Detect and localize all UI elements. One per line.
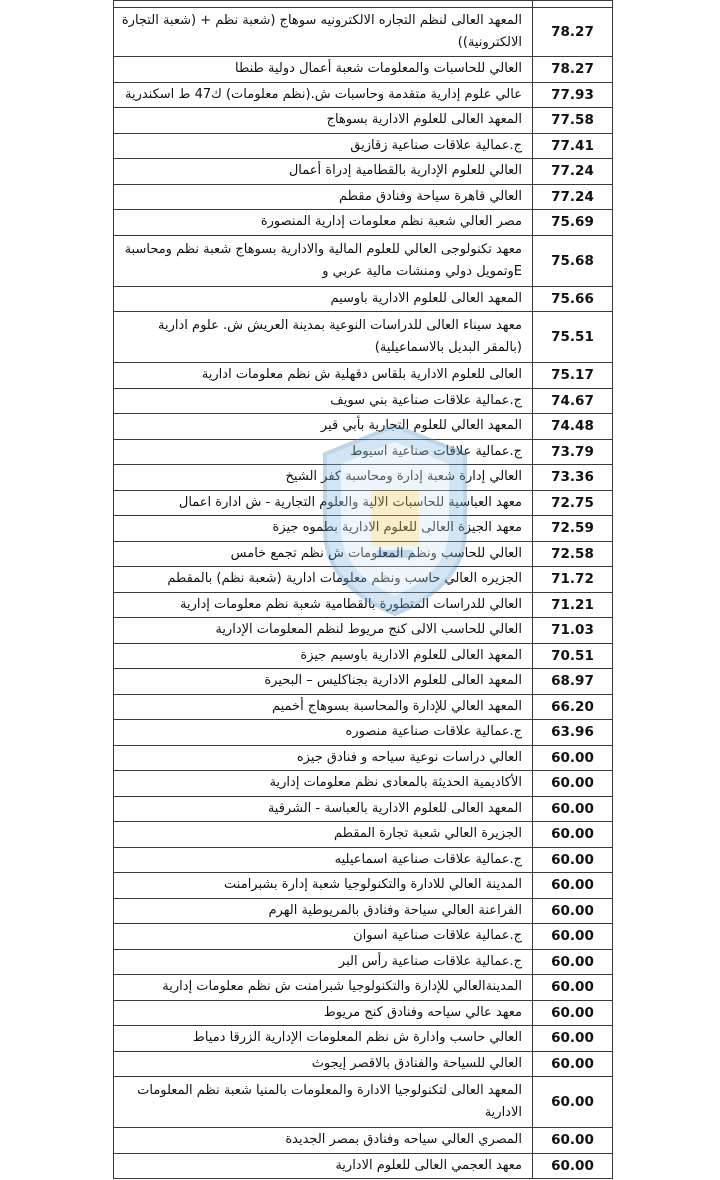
table-row	[114, 363, 613, 389]
table-row	[114, 694, 613, 720]
score-value: 60.00	[533, 975, 613, 1001]
table-row	[114, 1153, 613, 1179]
table-row	[114, 312, 613, 363]
score-value: 60.00	[533, 745, 613, 771]
table-row	[114, 184, 613, 210]
results-table-body	[114, 1, 613, 1179]
score-value: 73.36	[533, 465, 613, 491]
institute-name: العالي حاسب وادارة ش نظم المعلومات الإدارية الزرقا دمياط	[114, 1026, 533, 1052]
table-row	[114, 159, 613, 185]
table-row	[114, 439, 613, 465]
score-value: 68.97	[533, 669, 613, 695]
institute-name: معهد عالي سياحه وفنادق كنج مريوط	[114, 1000, 533, 1026]
institute-name: المعهد العالى للعلوم الادارية بالعباسة - الشرقية	[114, 796, 533, 822]
institute-name: العالي إدارة شعبة إدارة ومحاسبة كفر الشيخ	[114, 465, 533, 491]
institute-name: ج.عمالية علاقات صناعية اسوان	[114, 924, 533, 950]
table-row	[114, 82, 613, 108]
score-value: 60.00	[533, 924, 613, 950]
table-row	[114, 898, 613, 924]
table-row	[114, 949, 613, 975]
table-row	[114, 516, 613, 542]
score-value: 77.41	[533, 133, 613, 159]
score-value: 78.27	[533, 8, 613, 57]
score-value: 71.03	[533, 618, 613, 644]
institute-name: العالي للحاسبات والمعلومات شعبة أعمال دولية طنطا	[114, 57, 533, 83]
score-value: 60.00	[533, 1128, 613, 1154]
table-row-top-edge	[114, 1, 613, 8]
table-row	[114, 567, 613, 593]
table-row	[114, 771, 613, 797]
table-row	[114, 133, 613, 159]
score-value: 60.00	[533, 1051, 613, 1077]
table-row	[114, 490, 613, 516]
table-row	[114, 235, 613, 286]
institute-name: العالي للحاسب ونظم المعلومات ش نظم تجمع خامس	[114, 541, 533, 567]
institute-name: العالي للحاسب الالى كنج مريوط لنظم المعلومات الإدارية	[114, 618, 533, 644]
table-row	[114, 592, 613, 618]
score-value: 71.21	[533, 592, 613, 618]
table-row	[114, 414, 613, 440]
score-value: 77.24	[533, 184, 613, 210]
score-value: 60.00	[533, 847, 613, 873]
table-row	[114, 643, 613, 669]
institute-name: المدينةالعالي للإدارة والتكنولوجيا شبرامنت ش نظم معلومات إدارية	[114, 975, 533, 1001]
table-row	[114, 847, 613, 873]
institute-name: الأكاديمية الحديثة بالمعادى نظم معلومات إدارية	[114, 771, 533, 797]
score-value: 63.96	[533, 720, 613, 746]
table-row	[114, 541, 613, 567]
institute-name: ج.عمالية علاقات صناعية اسماعيليه	[114, 847, 533, 873]
score-value: 60.00	[533, 1077, 613, 1128]
institute-name: الفراعنة العالي سياحة وفنادق بالمريوطية الهرم	[114, 898, 533, 924]
institute-name: المعهد العالى للعلوم الادارية باوسيم جيزة	[114, 643, 533, 669]
institute-name: العالي للسياحة والفنادق بالاقصر إيجوث	[114, 1051, 533, 1077]
institute-name: المعهد العالى للعلوم الادارية بسوهاج	[114, 108, 533, 134]
institute-name: ج.عمالية علاقات صناعية رأس البر	[114, 949, 533, 975]
score-value: 73.79	[533, 439, 613, 465]
institute-name: ج.عمالية علاقات صناعية اسيوط	[114, 439, 533, 465]
table-row	[114, 924, 613, 950]
top-edge-score-cell	[533, 1, 613, 8]
institute-name: العالي للدراسات المتطورة بالقطامية شعبة نظم معلومات إدارية	[114, 592, 533, 618]
institute-name: العالي قاهرة سياحة وفنادق مقطم	[114, 184, 533, 210]
institute-name: معهد العجمي العالى للعلوم الادارية	[114, 1153, 533, 1179]
table-row	[114, 210, 613, 236]
institute-name: العالي للعلوم الإدارية بالقطامية إدراة أعمال	[114, 159, 533, 185]
institute-name: المدينة العالي للادارة والتكنولوجيا شعبة إدارة بشبرامنت	[114, 873, 533, 899]
institute-name: معهد الجيزة العالى للعلوم الادارية بطموه جيزة	[114, 516, 533, 542]
table-row	[114, 465, 613, 491]
score-value: 72.75	[533, 490, 613, 516]
institute-name: العالي دراسات نوعية سياحه و فنادق جيزه	[114, 745, 533, 771]
score-value: 77.58	[533, 108, 613, 134]
table-row	[114, 286, 613, 312]
table-row	[114, 873, 613, 899]
institute-name: المعهد العالى للعلوم الادارية بجناكليس – البحيرة	[114, 669, 533, 695]
score-value: 72.58	[533, 541, 613, 567]
top-edge-name-cell	[114, 1, 533, 8]
score-value: 60.00	[533, 1026, 613, 1052]
score-value: 60.00	[533, 1153, 613, 1179]
institute-name: المصري العالي سياحه وفنادق بمصر الجديدة	[114, 1128, 533, 1154]
table-row	[114, 388, 613, 414]
score-value: 75.68	[533, 235, 613, 286]
table-row	[114, 822, 613, 848]
table-row	[114, 1026, 613, 1052]
score-value: 77.24	[533, 159, 613, 185]
institute-name: ج.عمالية علاقات صناعية زقازيق	[114, 133, 533, 159]
table-row	[114, 618, 613, 644]
table-row	[114, 1128, 613, 1154]
institute-name: المعهد العالى للعلوم الادارية باوسيم	[114, 286, 533, 312]
score-value: 74.67	[533, 388, 613, 414]
table-row	[114, 669, 613, 695]
table-row	[114, 720, 613, 746]
table-row	[114, 975, 613, 1001]
institute-name: معهد سيناء العالى للدراسات النوعية بمدينة العريش ش. علوم ادارية (بالمقر البديل بالاسماعيلية)	[114, 312, 533, 363]
results-table-container	[113, 0, 607, 1179]
institute-name: المعهد العالي للعلوم التجارية بأبي قير	[114, 414, 533, 440]
score-value: 74.48	[533, 414, 613, 440]
table-row	[114, 57, 613, 83]
score-value: 60.00	[533, 822, 613, 848]
table-row	[114, 108, 613, 134]
institute-name: الجزيرة العالي شعبة تجارة المقطم	[114, 822, 533, 848]
table-row	[114, 8, 613, 57]
table-row	[114, 745, 613, 771]
institute-name: المعهد العالي للإدارة والمحاسبة بسوهاج أخميم	[114, 694, 533, 720]
score-value: 75.66	[533, 286, 613, 312]
table-row	[114, 796, 613, 822]
table-row	[114, 1077, 613, 1128]
institute-name: ج.عمالية علاقات صناعية بني سويف	[114, 388, 533, 414]
score-value: 70.51	[533, 643, 613, 669]
institute-name: المعهد العالى لتكنولوجيا الادارة والمعلومات بالمنيا شعبة نظم المعلومات الادارية	[114, 1077, 533, 1128]
score-value: 72.59	[533, 516, 613, 542]
score-value: 60.00	[533, 796, 613, 822]
institute-name: المعهد العالى لنظم التجاره الالكترونيه سوهاج (شعبة نظم + (شعبة التجارة الالكترونية))	[114, 8, 533, 57]
score-value: 60.00	[533, 771, 613, 797]
score-value: 78.27	[533, 57, 613, 83]
table-row	[114, 1000, 613, 1026]
score-value: 75.17	[533, 363, 613, 389]
score-value: 71.72	[533, 567, 613, 593]
score-value: 60.00	[533, 898, 613, 924]
institute-name: الجزيره العالي حاسب ونظم معلومات ادارية (شعبة نظم) بالمقطم	[114, 567, 533, 593]
score-value: 77.93	[533, 82, 613, 108]
score-value: 60.00	[533, 949, 613, 975]
score-value: 60.00	[533, 873, 613, 899]
table-row	[114, 1051, 613, 1077]
score-value: 75.51	[533, 312, 613, 363]
score-value: 75.69	[533, 210, 613, 236]
score-value: 66.20	[533, 694, 613, 720]
score-value: 60.00	[533, 1000, 613, 1026]
institute-name: معهد تكنولوجى العالي للعلوم المالية والادارية بسوهاج شعبة نظم ومحاسبة Eوتمويل دولي ومنشات مالية عربي و	[114, 235, 533, 286]
institute-name: مصر العالي شعبة نظم معلومات إدارية المنصورة	[114, 210, 533, 236]
institute-name: عالي علوم إدارية متقدمة وحاسبات ش.(نظم معلومات) ك47 ط اسكندرية	[114, 82, 533, 108]
results-table	[113, 0, 613, 1179]
institute-name: العالى للعلوم الادارية بلقاس دقهلية ش نظم معلومات ادارية	[114, 363, 533, 389]
institute-name: معهد العباسية للحاسبات الالية والعلوم التجارية - ش ادارة اعمال	[114, 490, 533, 516]
institute-name: ج.عمالية علاقات صناعية منصوره	[114, 720, 533, 746]
